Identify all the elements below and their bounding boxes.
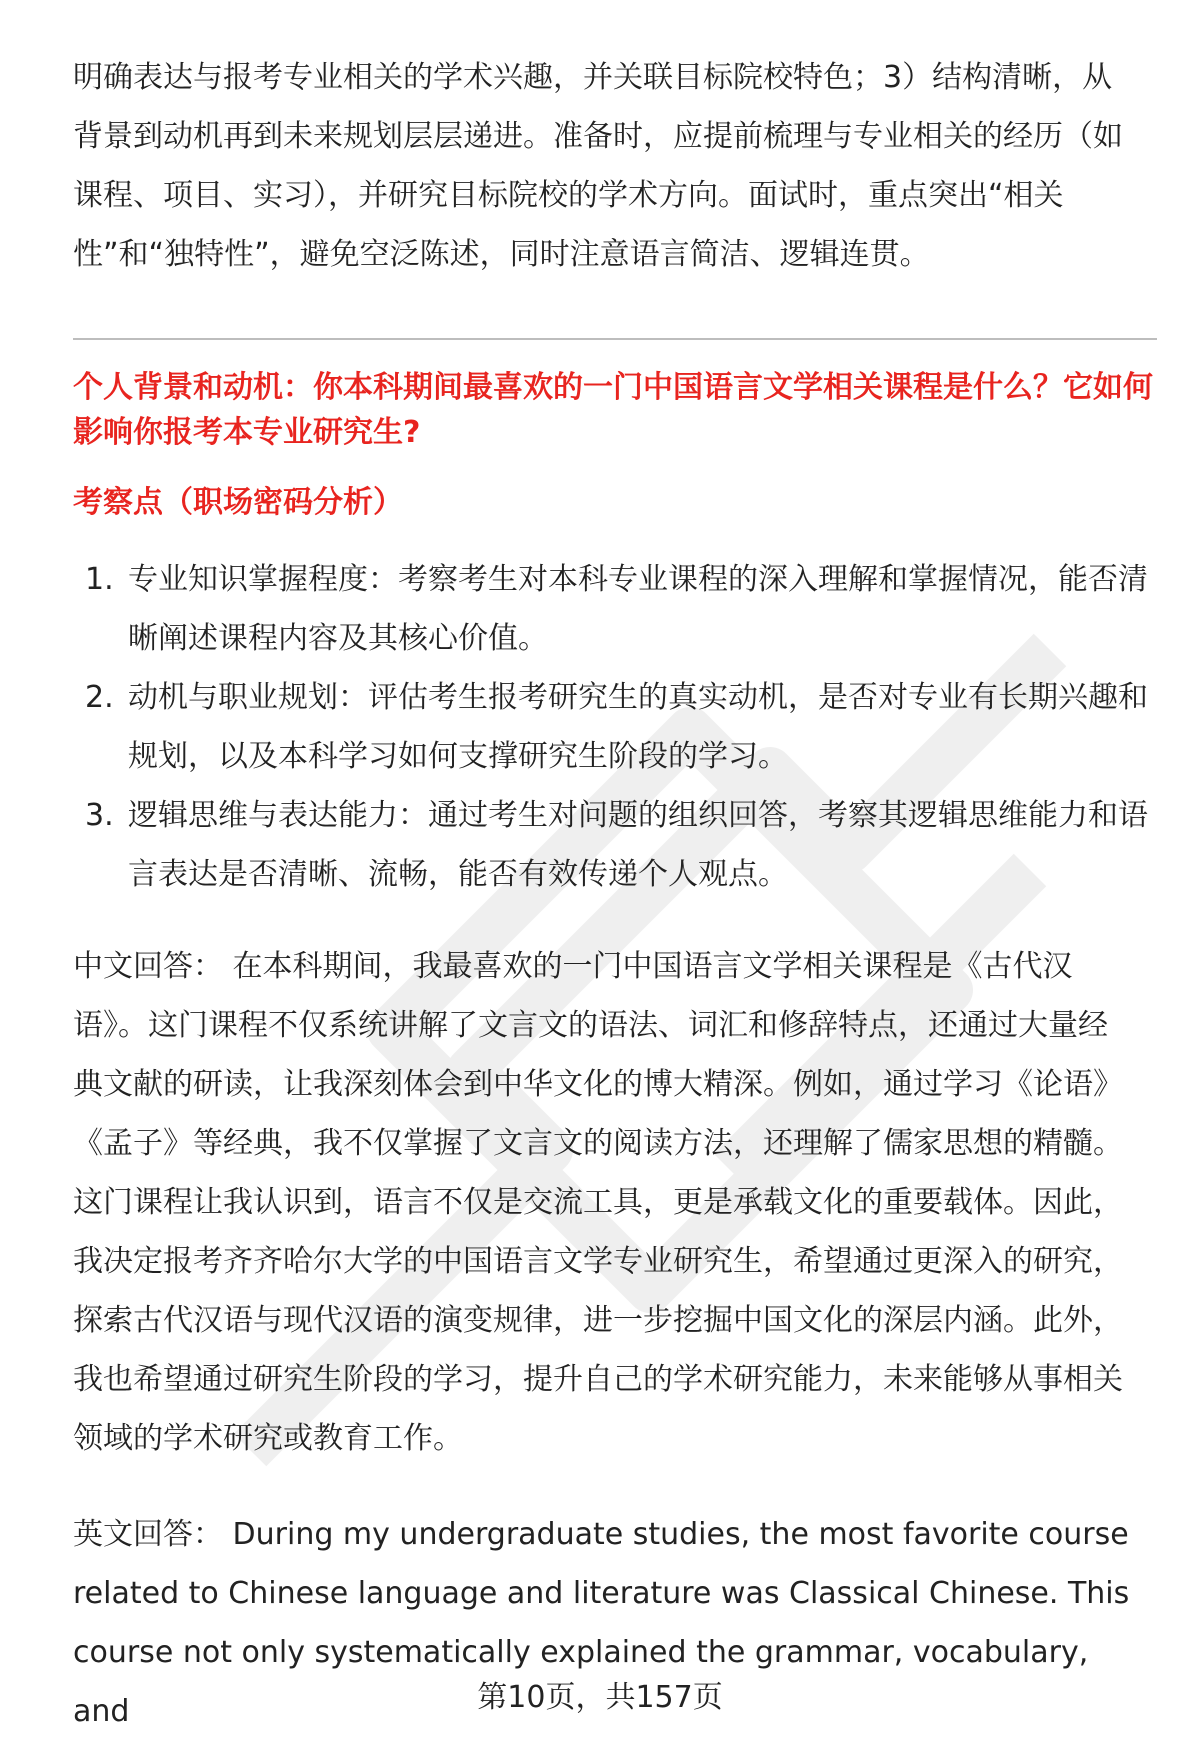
list-item bbox=[73, 550, 1153, 668]
english-answer-text: During my undergraduate studies, the most favorite course related to Chinese language and literature was Classical Chinese. This course not only systematically explained the grammar, vocabulary, and bbox=[73, 1517, 1130, 1729]
list-item-number: 2. bbox=[85, 680, 114, 715]
page-number-footer: 第10页，共157页 bbox=[477, 1680, 723, 1715]
list-item-text: 动机与职业规划：评估考生报考研究生的真实动机，是否对专业有长期兴趣和规划，以及本科学习如何支撑研究生阶段的学习。 bbox=[128, 680, 1148, 774]
list-item-text: 逻辑思维与表达能力：通过考生对问题的组织回答，考察其逻辑思维能力和语言表达是否清晰、流畅，能否有效传递个人观点。 bbox=[128, 798, 1148, 892]
english-answer-label: 英文回答： bbox=[73, 1517, 223, 1552]
list-item-text: 专业知识掌握程度：考察考生对本科专业课程的深入理解和掌握情况，能否清晰阐述课程内容及其核心价值。 bbox=[128, 562, 1148, 656]
assessment-points-label: 考察点（职场密码分析） bbox=[73, 485, 403, 520]
chinese-answer: 中文回答： 在本科期间，我最喜欢的一门中国语言文学相关课程是《古代汉语》。这门课程不仅系统讲解了文言文的语法、词汇和修辞特点，还通过大量经典文献的研读，让我深刻体会到中华文化的博大精深。例如，通过学习《论语》《孟子》等经典，我不仅掌握了文言文的阅读方法，还理解了儒家思想的精髓。这门课程让我认识到，语言不仅是交流工具，更是承载文化的重要载体。因此，我决定报考齐齐哈尔大学的中国语言文学专业研究生，希望通过更深入的研究，探索古代汉语与现代汉语的演变规律，进一步挖掘中国文化的深层内涵。此外，我也希望通过研究生阶段的学习，提升自己的学术研究能力，未来能够从事相关领域的学术研究或教育工作。 bbox=[73, 949, 1123, 1456]
question-heading: 个人背景和动机：你本科期间最喜欢的一门中国语言文学相关课程是什么？它如何影响你报考本专业研究生? bbox=[73, 370, 1153, 450]
list-item-number: 3. bbox=[85, 798, 114, 833]
list-item bbox=[73, 786, 1153, 904]
intro-paragraph: 明确表达与报考专业相关的学术兴趣，并关联目标院校特色；3）结构清晰，从背景到动机再到未来规划层层递进。准备时，应提前梳理与专业相关的经历（如课程、项目、实习），并研究目标院校的学术方向。面试时，重点突出“相关性”和“独特性”，避免空泛陈述，同时注意语言简洁、逻辑连贯。 bbox=[73, 60, 1123, 272]
list-item-number: 1. bbox=[85, 562, 114, 597]
assessment-points-list bbox=[73, 550, 1153, 904]
section-divider bbox=[73, 338, 1157, 340]
list-item bbox=[73, 668, 1153, 786]
